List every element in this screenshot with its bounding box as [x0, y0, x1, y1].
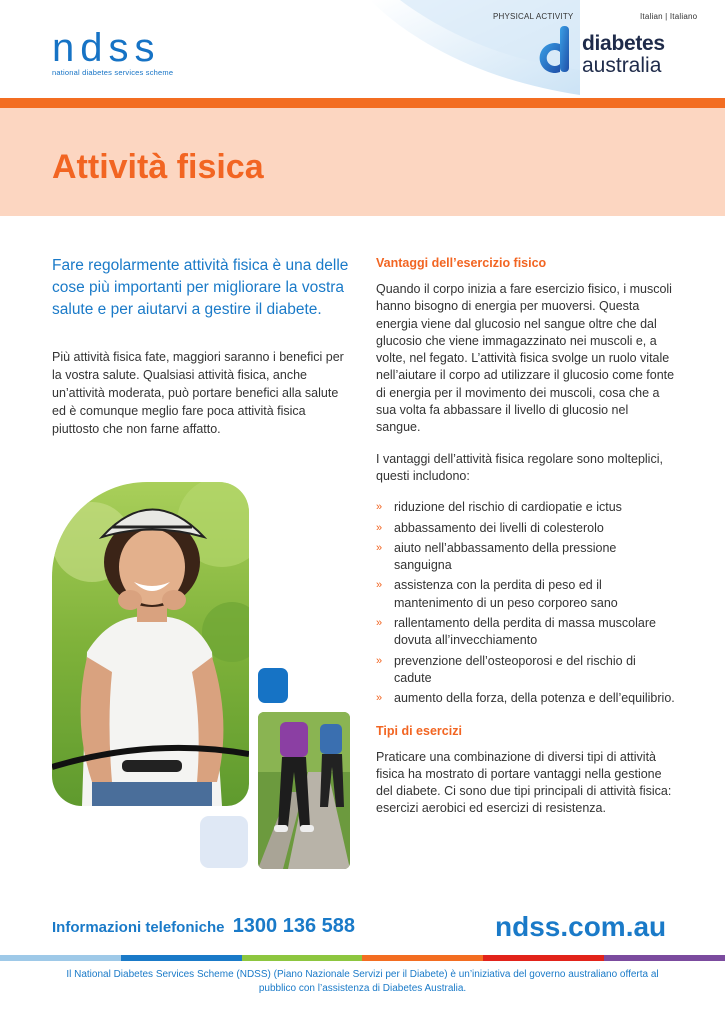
ndss-logo-subtitle: national diabetes services scheme — [52, 68, 174, 77]
list-item — [376, 520, 676, 537]
header-divider — [0, 98, 725, 108]
phone-number[interactable]: 1300 136 588 — [232, 915, 356, 937]
list-item — [376, 577, 676, 612]
walkers-photo — [258, 712, 350, 869]
right-column — [376, 256, 676, 832]
color-bar-segment — [242, 955, 363, 961]
walkers-illustration — [258, 712, 350, 869]
color-bar-segment — [483, 955, 604, 961]
intro-paragraph: Fare regolarmente attività fisica è una delle cose più importanti per migliorare la vostra salute e per aiutarvi a gestire il diabete. — [52, 257, 349, 318]
bullet-chevron-icon: » — [376, 692, 383, 705]
bullet-chevron-icon: » — [376, 579, 383, 592]
list-item-text: rallentamento della perdita di massa muscolare dovuta all’invecchiamento — [394, 616, 656, 648]
heading-exercise-types: Tipi di esercizi — [376, 723, 462, 738]
benefits-list — [376, 499, 676, 707]
color-bar-segment — [0, 955, 121, 961]
color-bar-segment — [362, 955, 483, 961]
ndss-logo-text: ndss — [52, 26, 161, 70]
diabetes-australia-logo — [530, 26, 680, 82]
bullet-chevron-icon: » — [376, 521, 383, 534]
section-label: PHYSICAL ACTIVITY — [493, 12, 574, 21]
list-item — [376, 499, 676, 516]
list-item-text: aumento della forza, della potenza e dell’equilibrio. — [394, 691, 675, 706]
list-item — [376, 690, 676, 707]
woman-cyclist-illustration — [52, 482, 249, 806]
page-header — [0, 0, 725, 100]
bullet-chevron-icon: » — [376, 654, 383, 667]
footer-color-bar — [0, 955, 725, 961]
list-item — [376, 540, 676, 575]
website-link[interactable]: ndss.com.au — [495, 911, 667, 942]
phone-label: Informazioni telefoniche — [52, 919, 225, 936]
exercise-types-paragraph: Praticare una combinazione di diversi tipi di attività fisica ha mostrato di portare vantaggi nella gestione del diabete. Ci sono due tipi principali di attività fisica: esercizi aerobici ed esercizi di resistenza. — [376, 749, 672, 816]
bullet-chevron-icon: » — [376, 617, 383, 630]
language-label: Italian | Italiano — [640, 12, 698, 21]
footer-disclaimer: Il National Diabetes Services Scheme (NDSS) (Piano Nazionale Servizi per il Diabete) è un’iniziativa del governo australiano offerta al pubblico con l’assistenza di Diabetes Australia. — [66, 969, 659, 994]
list-item-text: aiuto nell’abbassamento della pressione sanguigna — [394, 540, 617, 573]
title-band — [0, 108, 725, 216]
bullet-chevron-icon: » — [376, 501, 383, 514]
list-item-text: assistenza con la perdita di peso ed il mantenimento di un peso corporeo sano — [394, 578, 618, 610]
color-bar-segment — [604, 955, 725, 961]
ndss-logo — [52, 26, 174, 77]
list-item-text: prevenzione dell’osteoporosi e del rischio di cadute — [394, 653, 636, 685]
intro-body-paragraph: Più attività fisica fate, maggiori saranno i benefici per la vostra salute. Qualsiasi attività fisica, anche un’attività moderata, può portare benefici alla salute ed è comunque meglio fare poca attività fisica piuttosto che non farne affatto. — [52, 350, 344, 436]
diabetes-australia-mark-icon — [530, 26, 576, 82]
woman-cyclist-photo — [52, 482, 249, 806]
list-item — [376, 615, 676, 650]
da-logo-line2: australia — [582, 54, 662, 77]
da-logo-line1: diabetes — [582, 32, 665, 55]
page-title: Attività fisica — [52, 148, 264, 186]
decorative-light-square — [200, 816, 248, 868]
decorative-blue-square — [258, 668, 288, 703]
benefits-paragraph: Quando il corpo inizia a fare esercizio fisico, i muscoli hanno bisogno di energia per muoversi. Questa energia viene dal glucosio nel sangue oltre che dal glucosio che viene immagazzinato nei muscoli e, a volte, nel fegato. L’attività fisica svolge un ruolo vitale nell’aiutare il corpo ad utilizzare il glucosio come fonte di energia per il movimento dei muscoli, cosa che a sua volta fa abbassare il livello di glucosio nel sangue. — [376, 282, 675, 435]
bullet-chevron-icon: » — [376, 541, 383, 554]
list-item — [376, 653, 676, 688]
list-item-text: riduzione del rischio di cardiopatie e ictus — [394, 500, 622, 515]
color-bar-segment — [121, 955, 242, 961]
heading-benefits: Vantaggi dell’esercizio fisico — [376, 256, 547, 270]
benefits-intro-paragraph: I vantaggi dell’attività fisica regolare sono molteplici, questi includono: — [376, 451, 663, 483]
phone-info — [52, 915, 355, 938]
list-item-text: abbassamento dei livelli di colesterolo — [394, 520, 604, 535]
